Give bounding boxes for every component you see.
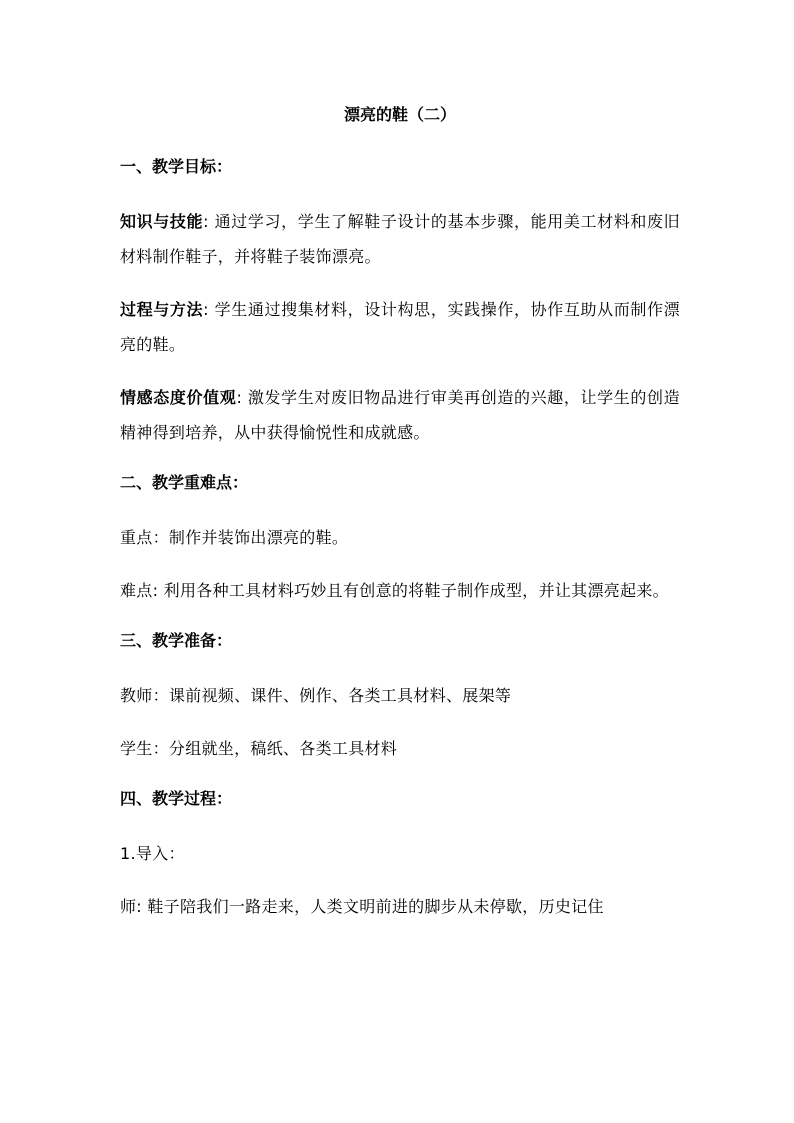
section-heading-procedure: 四、教学过程：: [120, 789, 233, 808]
paragraph-difficulty: 难点: 利用各种工具材料巧妙且有创意的将鞋子制作成型，并让其漂亮起来。: [120, 581, 669, 600]
paragraph-knowledge-skills: [120, 204, 680, 274]
document-title: 漂亮的鞋（二）: [343, 105, 456, 124]
paragraph-teacher-prep: 教师：课前视频、课件、例作、各类工具材料、展架等: [120, 686, 512, 705]
paragraph-lead-knowledge: 知识与技能: [120, 212, 204, 231]
paragraph-emotion-values: [120, 380, 680, 450]
paragraph-text-knowledge: : 通过学习，学生了解鞋子设计的基本步骤，能用美工材料和废旧材料制作鞋子，并将鞋子装饰漂亮。: [120, 212, 680, 266]
section-heading-preparation: 三、教学准备：: [120, 631, 233, 650]
paragraph-student-prep: 学生：分组就坐，稿纸、各类工具材料: [120, 739, 398, 758]
paragraph-lead-process: 过程与方法: [120, 300, 204, 319]
paragraph-process-methods: [120, 292, 680, 362]
paragraph-text-emotion: : 激发学生对废旧物品进行审美再创造的兴趣，让学生的创造精神得到培养，从中获得愉悦性和成就感。: [120, 388, 680, 442]
section-heading-keypoints: 二、教学重难点：: [120, 473, 249, 492]
paragraph-intro: 1.导入：: [120, 844, 185, 863]
paragraph-lead-emotion: 情感态度价值观: [120, 388, 237, 407]
section-heading-goals: 一、教学目标：: [120, 157, 233, 176]
document-body: [120, 100, 680, 942]
paragraph-teacher-line: 师: 鞋子陪我们一路走来，人类文明前进的脚步从未停歇，历史记住: [120, 897, 604, 916]
paragraph-text-process: : 学生通过搜集材料，设计构思，实践操作，协作互助从而制作漂亮的鞋。: [120, 300, 680, 354]
paragraph-key-point: 重点：制作并装饰出漂亮的鞋。: [120, 528, 349, 547]
